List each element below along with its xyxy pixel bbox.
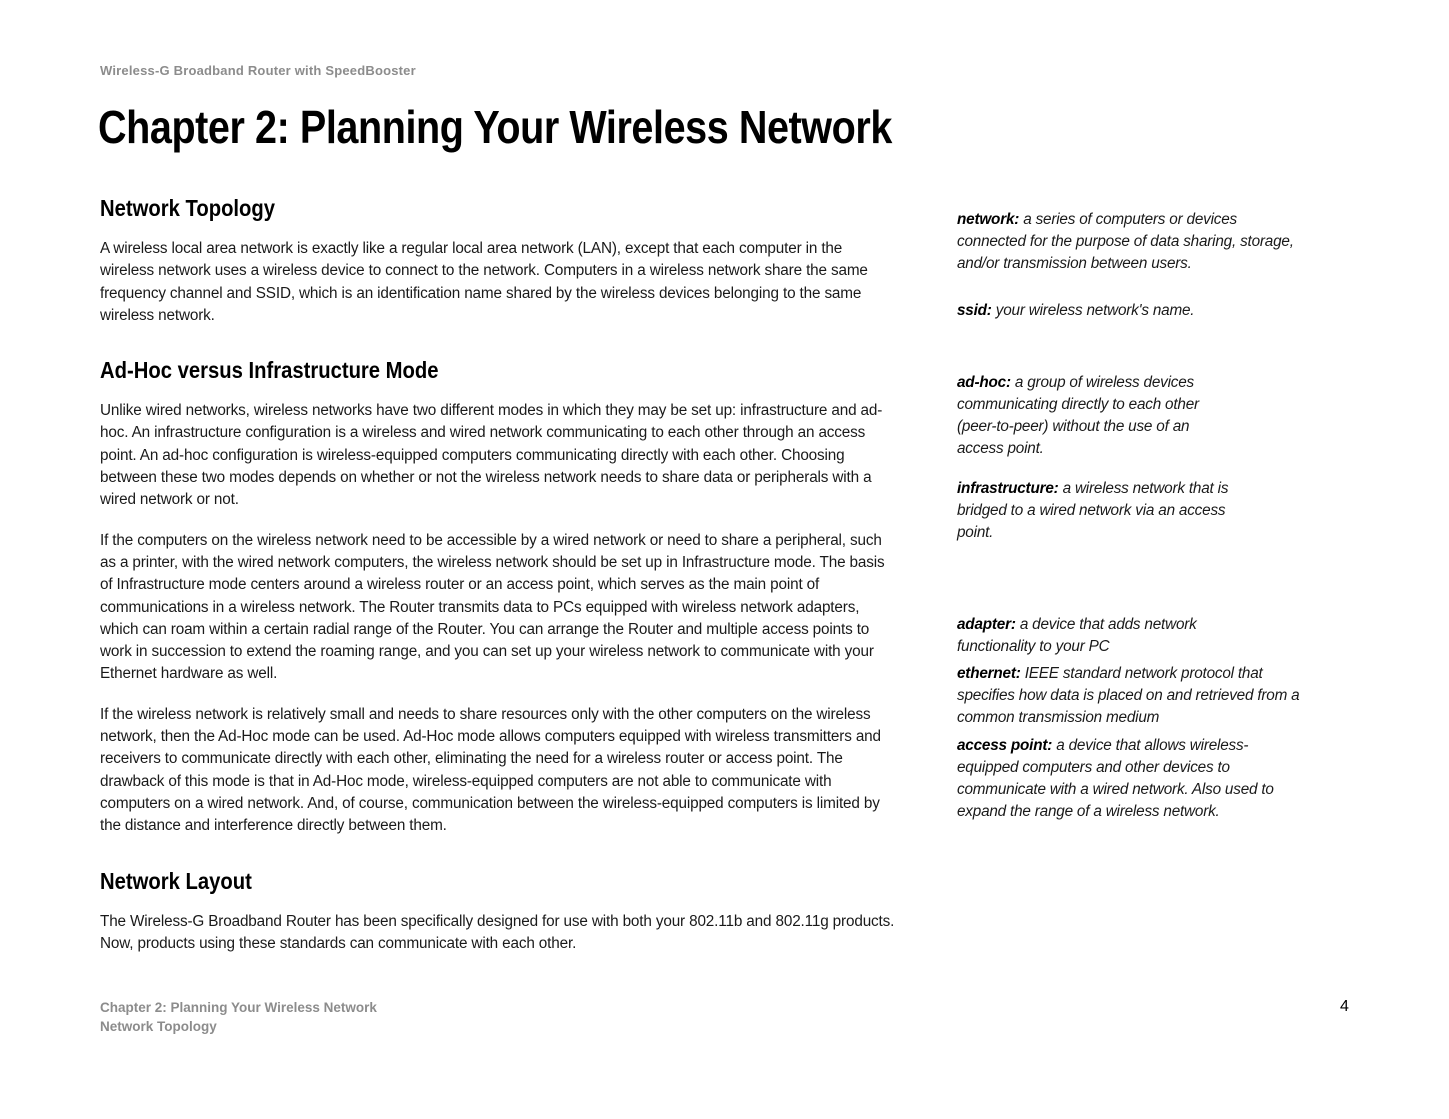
glossary-term: network:	[957, 211, 1020, 228]
glossary-network	[957, 209, 1302, 275]
glossary-ssid	[957, 300, 1302, 322]
section-heading: Network Layout	[100, 867, 252, 894]
glossary-term: ssid:	[957, 302, 992, 319]
paragraph: If the wireless network is relatively small and needs to share resources only with the other computers on the wireless network, then the Ad-Hoc mode can be used. Ad-Hoc mode allows computers equipped with wireless transmitters and receivers to communicate directly with each other, eliminating the need for a wireless router or access point. The drawback of this mode is that in Ad-Hoc mode, wireless-equipped computers are not able to communicate with computers on a wired network. And, of course, communication between the wireless-equipped computers is limited by the distance and interference directly between them.	[100, 705, 881, 835]
glossary-definition: your wireless network's name.	[991, 302, 1195, 319]
glossary-term: infrastructure:	[957, 480, 1059, 497]
paragraph: A wireless local area network is exactly like a regular local area network (LAN), except that each computer in the wireless network uses a wireless device to connect to the network. Computers in a wireless network share the same frequency channel and SSID, which is an identification name shared by the wireless devices belonging to the same wireless network.	[100, 240, 868, 324]
glossary-access-point	[957, 735, 1302, 823]
page-number: 4	[1340, 998, 1349, 1015]
main-content	[100, 195, 895, 985]
glossary-definition: a series of computers or devices connected for the purpose of data sharing, storage, and/or transmission between users.	[957, 211, 1294, 272]
footer-chapter: Chapter 2: Planning Your Wireless Network	[100, 1000, 377, 1015]
section-network-layout	[100, 868, 895, 956]
section-network-topology	[100, 195, 895, 327]
page-footer	[100, 998, 377, 1036]
paragraph: Unlike wired networks, wireless networks have two different modes in which they may be set up: infrastructure and ad-hoc. An infrastructure configuration is a wireless and wired network communicating to each other through an access point. An ad-hoc configuration is wireless-equipped computers communicating directly with each other. Choosing between these two modes depends on whether or not the wireless network needs to share data or peripherals with a wired network or not.	[100, 402, 883, 509]
glossary-definition: a group of wireless devices communicating directly to each other (peer-to-peer) without the use of an access point.	[957, 374, 1199, 457]
paragraph: The Wireless-G Broadband Router has been specifically designed for use with both your 802.11b and 802.11g products. Now, products using these standards can communicate with each other.	[100, 912, 895, 952]
glossary-term: ethernet:	[957, 665, 1021, 682]
glossary-term: access point:	[957, 737, 1053, 754]
glossary-term: ad-hoc:	[957, 374, 1011, 391]
section-heading: Network Topology	[100, 195, 276, 221]
footer-section: Network Topology	[100, 1019, 217, 1034]
section-heading: Ad-Hoc versus Infrastructure Mode	[100, 357, 439, 384]
glossary-definition: a device that adds network functionality to your PC	[957, 616, 1197, 655]
glossary-infrastructure	[957, 478, 1237, 544]
paragraph: If the computers on the wireless network need to be accessible by a wired network or need to share a peripheral, such as a printer, with the wired network computers, the wireless network should be set up in Infrastructure mode. The basis of Infrastructure mode centers around a wireless router or an access point, which serves as the main point of communications in a wireless network. The Router transmits data to PCs equipped with wireless network adapters, which can roam within a certain radial range of the Router. You can arrange the Router and multiple access points to work in succession to extend the roaming range, and you can set up your wireless network to communicate with your Ethernet hardware as well.	[100, 531, 885, 683]
running-header: Wireless-G Broadband Router with SpeedBooster	[100, 63, 416, 78]
glossary-term: adapter:	[957, 616, 1016, 633]
glossary-ethernet	[957, 663, 1302, 729]
glossary-definition: a wireless network that is bridged to a wired network via an access point.	[957, 480, 1229, 541]
chapter-title: Chapter 2: Planning Your Wireless Network	[98, 101, 892, 153]
glossary-adhoc	[957, 372, 1237, 460]
section-adhoc-vs-infrastructure	[100, 357, 895, 837]
glossary-definition: a device that allows wireless-equipped computers and other devices to communicate with a wired network. Also used to expand the range of a wireless network.	[957, 737, 1274, 820]
glossary-adapter	[957, 614, 1217, 658]
glossary-definition: IEEE standard network protocol that specifies how data is placed on and retrieved from a common transmission medium	[957, 665, 1300, 726]
